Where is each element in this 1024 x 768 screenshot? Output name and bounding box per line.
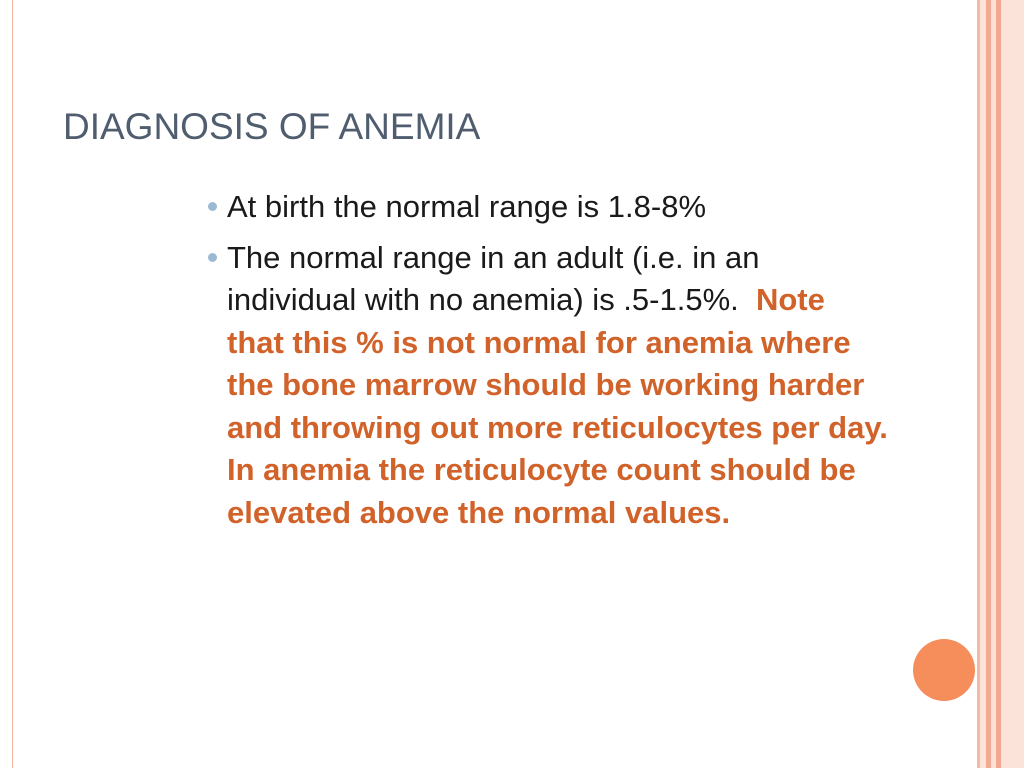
bullet-item bbox=[200, 186, 890, 229]
bullet-text: The normal range in an adult (i.e. in an individual with no anemia) is .5-1.5%. bbox=[227, 239, 769, 317]
bullet-item bbox=[200, 237, 890, 535]
bullet-dot-icon bbox=[208, 202, 217, 211]
right-border-stripe bbox=[1001, 0, 1024, 768]
bullet-text: At birth the normal range is 1.8-8% bbox=[227, 189, 707, 224]
bullet-emphasis-text: Note that this % is not normal for anemia where the bone marrow should be working harder and throwing out more reticulocytes per day. In anemia the reticulocyte count should be elevated above the normal values. bbox=[227, 282, 888, 530]
slide-title: DIAGNOSIS OF ANEMIA bbox=[63, 106, 481, 147]
decorative-circle bbox=[913, 639, 975, 701]
left-border-line bbox=[12, 0, 13, 768]
bullet-list bbox=[200, 186, 890, 542]
bullet-dot-icon bbox=[208, 253, 217, 262]
